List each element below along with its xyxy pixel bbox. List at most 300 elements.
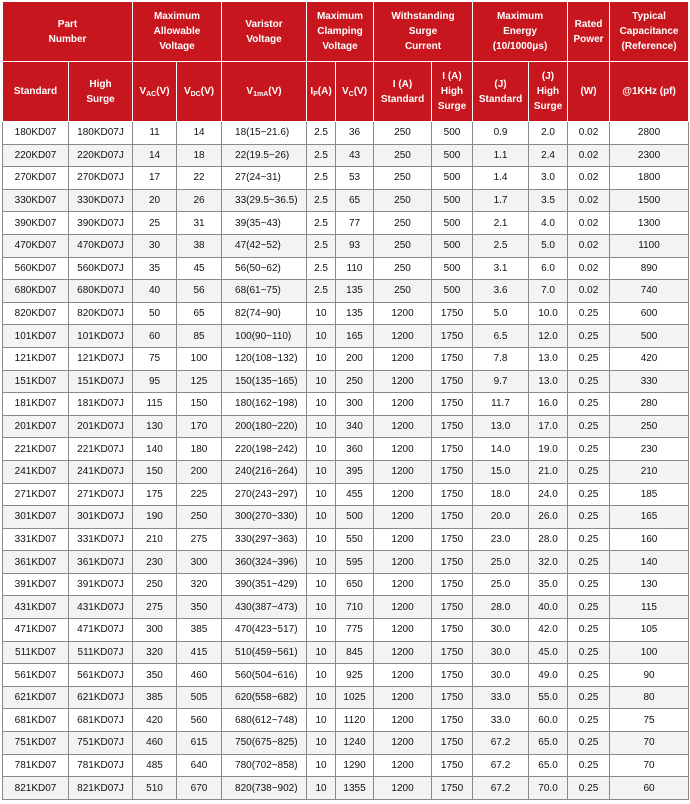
cell-ip: 10	[307, 754, 336, 777]
cell-energy-standard: 33.0	[473, 686, 529, 709]
cell-rated-power: 0.25	[568, 415, 610, 438]
cell-vdc: 150	[177, 393, 222, 416]
cell-surge-high: 1750	[432, 686, 473, 709]
cell-part-high-surge: 181KD07J	[69, 393, 133, 416]
cell-surge-high: 1750	[432, 551, 473, 574]
cell-surge-high: 1750	[432, 370, 473, 393]
table-row	[3, 212, 689, 235]
cell-surge-high: 500	[432, 212, 473, 235]
cell-part-high-surge: 821KD07J	[69, 777, 133, 800]
cell-varistor-voltage: 510(459~561)	[222, 641, 307, 664]
table-row	[3, 302, 689, 325]
cell-surge-high: 1750	[432, 460, 473, 483]
cell-ip: 10	[307, 732, 336, 755]
cell-part-standard: 471KD07	[3, 619, 69, 642]
cell-rated-power: 0.25	[568, 325, 610, 348]
cell-energy-standard: 67.2	[473, 777, 529, 800]
cell-vc: 710	[336, 596, 374, 619]
cell-surge-high: 500	[432, 167, 473, 190]
cell-varistor-voltage: 360(324~396)	[222, 551, 307, 574]
cell-energy-standard: 2.1	[473, 212, 529, 235]
cell-vc: 1355	[336, 777, 374, 800]
header-row-units	[3, 62, 689, 122]
cell-capacitance: 90	[610, 664, 689, 687]
cell-capacitance: 115	[610, 596, 689, 619]
cell-surge-high: 1750	[432, 596, 473, 619]
cell-rated-power: 0.25	[568, 641, 610, 664]
cell-energy-standard: 33.0	[473, 709, 529, 732]
header-max-clamping-voltage: Maximum Clamping Voltage	[307, 2, 374, 62]
table-row	[3, 754, 689, 777]
cell-part-high-surge: 681KD07J	[69, 709, 133, 732]
cell-part-standard: 431KD07	[3, 596, 69, 619]
subheader-vac: $V_{AC}(V)$	[133, 62, 177, 122]
cell-rated-power: 0.25	[568, 483, 610, 506]
cell-ip: 10	[307, 641, 336, 664]
cell-vac: 275	[133, 596, 177, 619]
cell-part-high-surge: 511KD07J	[69, 641, 133, 664]
cell-capacitance: 2800	[610, 122, 689, 145]
cell-energy-standard: 14.0	[473, 438, 529, 461]
cell-surge-standard: 1200	[374, 393, 432, 416]
cell-vdc: 640	[177, 754, 222, 777]
cell-energy-standard: 30.0	[473, 664, 529, 687]
table-row	[3, 732, 689, 755]
cell-vc: 595	[336, 551, 374, 574]
table-row	[3, 709, 689, 732]
cell-rated-power: 0.02	[568, 144, 610, 167]
cell-vdc: 200	[177, 460, 222, 483]
cell-vc: 110	[336, 257, 374, 280]
cell-vac: 190	[133, 506, 177, 529]
cell-energy-standard: 67.2	[473, 732, 529, 755]
cell-surge-standard: 1200	[374, 596, 432, 619]
cell-vac: 95	[133, 370, 177, 393]
cell-part-standard: 270KD07	[3, 167, 69, 190]
cell-rated-power: 0.02	[568, 212, 610, 235]
cell-vdc: 250	[177, 506, 222, 529]
cell-varistor-voltage: 56(50~62)	[222, 257, 307, 280]
header-capacitance: Typical Capacitance (Reference)	[610, 2, 689, 62]
cell-varistor-voltage: 390(351~429)	[222, 573, 307, 596]
cell-vac: 60	[133, 325, 177, 348]
cell-varistor-voltage: 150(135~165)	[222, 370, 307, 393]
cell-surge-standard: 1200	[374, 686, 432, 709]
cell-vc: 650	[336, 573, 374, 596]
cell-vc: 340	[336, 415, 374, 438]
cell-vdc: 560	[177, 709, 222, 732]
cell-rated-power: 0.25	[568, 777, 610, 800]
subheader-capacitance-unit: @1KHz (pf)	[610, 62, 689, 122]
cell-vdc: 100	[177, 347, 222, 370]
cell-part-high-surge: 390KD07J	[69, 212, 133, 235]
cell-vac: 50	[133, 302, 177, 325]
cell-ip: 10	[307, 528, 336, 551]
cell-part-standard: 621KD07	[3, 686, 69, 709]
cell-part-high-surge: 331KD07J	[69, 528, 133, 551]
header-rated-power: Rated Power	[568, 2, 610, 62]
cell-rated-power: 0.25	[568, 573, 610, 596]
cell-capacitance: 185	[610, 483, 689, 506]
cell-energy-standard: 18.0	[473, 483, 529, 506]
cell-rated-power: 0.25	[568, 438, 610, 461]
cell-part-standard: 680KD07	[3, 280, 69, 303]
cell-part-high-surge: 330KD07J	[69, 189, 133, 212]
cell-part-high-surge: 301KD07J	[69, 506, 133, 529]
cell-varistor-voltage: 470(423~517)	[222, 619, 307, 642]
cell-surge-standard: 1200	[374, 302, 432, 325]
cell-surge-high: 1750	[432, 573, 473, 596]
subheader-high-surge: High Surge	[69, 62, 133, 122]
cell-vdc: 14	[177, 122, 222, 145]
cell-part-high-surge: 180KD07J	[69, 122, 133, 145]
cell-vac: 40	[133, 280, 177, 303]
table-row	[3, 641, 689, 664]
cell-surge-standard: 1200	[374, 483, 432, 506]
cell-part-standard: 781KD07	[3, 754, 69, 777]
cell-surge-high: 1750	[432, 777, 473, 800]
cell-varistor-voltage: 780(702~858)	[222, 754, 307, 777]
cell-rated-power: 0.25	[568, 754, 610, 777]
cell-part-high-surge: 561KD07J	[69, 664, 133, 687]
cell-rated-power: 0.02	[568, 234, 610, 257]
cell-capacitance: 740	[610, 280, 689, 303]
cell-part-high-surge: 471KD07J	[69, 619, 133, 642]
header-max-energy: Maximum Energy (10/1000μs)	[473, 2, 568, 62]
cell-energy-high: 55.0	[529, 686, 568, 709]
cell-part-standard: 511KD07	[3, 641, 69, 664]
cell-varistor-voltage: 820(738~902)	[222, 777, 307, 800]
cell-energy-high: 2.0	[529, 122, 568, 145]
cell-surge-high: 1750	[432, 619, 473, 642]
cell-vac: 30	[133, 234, 177, 257]
cell-vc: 550	[336, 528, 374, 551]
cell-vdc: 415	[177, 641, 222, 664]
cell-capacitance: 130	[610, 573, 689, 596]
cell-varistor-voltage: 82(74~90)	[222, 302, 307, 325]
cell-energy-high: 40.0	[529, 596, 568, 619]
cell-varistor-voltage: 620(558~682)	[222, 686, 307, 709]
cell-energy-high: 35.0	[529, 573, 568, 596]
cell-surge-standard: 1200	[374, 506, 432, 529]
cell-vdc: 26	[177, 189, 222, 212]
table-row	[3, 167, 689, 190]
cell-ip: 10	[307, 551, 336, 574]
cell-vac: 115	[133, 393, 177, 416]
cell-ip: 10	[307, 596, 336, 619]
cell-surge-standard: 250	[374, 212, 432, 235]
cell-surge-high: 500	[432, 257, 473, 280]
table-row	[3, 777, 689, 800]
cell-vc: 77	[336, 212, 374, 235]
cell-vdc: 180	[177, 438, 222, 461]
cell-ip: 10	[307, 709, 336, 732]
cell-surge-standard: 250	[374, 280, 432, 303]
cell-varistor-voltage: 68(61~75)	[222, 280, 307, 303]
cell-vac: 300	[133, 619, 177, 642]
cell-capacitance: 1500	[610, 189, 689, 212]
cell-varistor-voltage: 100(90~110)	[222, 325, 307, 348]
cell-vc: 455	[336, 483, 374, 506]
cell-ip: 10	[307, 619, 336, 642]
cell-varistor-voltage: 22(19.5~26)	[222, 144, 307, 167]
cell-vc: 1240	[336, 732, 374, 755]
cell-vac: 510	[133, 777, 177, 800]
cell-vc: 395	[336, 460, 374, 483]
cell-energy-high: 7.0	[529, 280, 568, 303]
cell-part-standard: 820KD07	[3, 302, 69, 325]
cell-surge-high: 1750	[432, 641, 473, 664]
table-row	[3, 438, 689, 461]
cell-part-standard: 181KD07	[3, 393, 69, 416]
cell-vac: 150	[133, 460, 177, 483]
cell-energy-standard: 67.2	[473, 754, 529, 777]
cell-vc: 165	[336, 325, 374, 348]
table-row	[3, 619, 689, 642]
cell-varistor-voltage: 27(24~31)	[222, 167, 307, 190]
cell-surge-standard: 1200	[374, 664, 432, 687]
cell-vc: 135	[336, 302, 374, 325]
cell-vdc: 18	[177, 144, 222, 167]
cell-surge-standard: 1200	[374, 415, 432, 438]
cell-energy-standard: 13.0	[473, 415, 529, 438]
table-row	[3, 506, 689, 529]
cell-varistor-voltage: 120(108~132)	[222, 347, 307, 370]
cell-vc: 135	[336, 280, 374, 303]
cell-surge-high: 500	[432, 280, 473, 303]
subheader-i-high-surge: I (A) High Surge	[432, 62, 473, 122]
cell-part-standard: 180KD07	[3, 122, 69, 145]
cell-ip: 2.5	[307, 257, 336, 280]
cell-rated-power: 0.02	[568, 257, 610, 280]
cell-capacitance: 2300	[610, 144, 689, 167]
cell-surge-standard: 250	[374, 122, 432, 145]
cell-vdc: 275	[177, 528, 222, 551]
cell-capacitance: 890	[610, 257, 689, 280]
cell-energy-high: 49.0	[529, 664, 568, 687]
table-row	[3, 573, 689, 596]
cell-varistor-voltage: 750(675~825)	[222, 732, 307, 755]
cell-energy-high: 2.4	[529, 144, 568, 167]
cell-surge-standard: 1200	[374, 460, 432, 483]
cell-vdc: 65	[177, 302, 222, 325]
cell-vc: 36	[336, 122, 374, 145]
cell-energy-high: 28.0	[529, 528, 568, 551]
cell-energy-high: 5.0	[529, 234, 568, 257]
cell-part-high-surge: 151KD07J	[69, 370, 133, 393]
cell-part-standard: 361KD07	[3, 551, 69, 574]
cell-vdc: 170	[177, 415, 222, 438]
cell-energy-high: 10.0	[529, 302, 568, 325]
cell-vac: 230	[133, 551, 177, 574]
cell-surge-high: 500	[432, 234, 473, 257]
cell-rated-power: 0.25	[568, 551, 610, 574]
cell-vac: 460	[133, 732, 177, 755]
cell-varistor-voltage: 180(162~198)	[222, 393, 307, 416]
cell-surge-high: 1750	[432, 438, 473, 461]
cell-ip: 10	[307, 393, 336, 416]
cell-varistor-voltage: 680(612~748)	[222, 709, 307, 732]
cell-rated-power: 0.02	[568, 280, 610, 303]
cell-capacitance: 1100	[610, 234, 689, 257]
cell-vc: 845	[336, 641, 374, 664]
cell-energy-standard: 23.0	[473, 528, 529, 551]
cell-part-standard: 751KD07	[3, 732, 69, 755]
cell-varistor-voltage: 240(216~264)	[222, 460, 307, 483]
cell-vdc: 615	[177, 732, 222, 755]
cell-energy-high: 60.0	[529, 709, 568, 732]
cell-energy-high: 17.0	[529, 415, 568, 438]
cell-energy-standard: 15.0	[473, 460, 529, 483]
cell-ip: 10	[307, 370, 336, 393]
spec-table-body	[3, 122, 689, 800]
subheader-j-high-surge: (J) High Surge	[529, 62, 568, 122]
cell-vc: 1120	[336, 709, 374, 732]
cell-ip: 2.5	[307, 167, 336, 190]
cell-ip: 10	[307, 347, 336, 370]
cell-rated-power: 0.25	[568, 302, 610, 325]
table-row	[3, 551, 689, 574]
cell-vac: 140	[133, 438, 177, 461]
cell-ip: 2.5	[307, 212, 336, 235]
cell-varistor-voltage: 33(29.5~36.5)	[222, 189, 307, 212]
cell-surge-high: 1750	[432, 483, 473, 506]
cell-energy-high: 6.0	[529, 257, 568, 280]
cell-energy-high: 3.5	[529, 189, 568, 212]
table-row	[3, 483, 689, 506]
cell-surge-standard: 1200	[374, 777, 432, 800]
cell-varistor-voltage: 300(270~330)	[222, 506, 307, 529]
cell-surge-high: 1750	[432, 302, 473, 325]
cell-vac: 20	[133, 189, 177, 212]
cell-ip: 10	[307, 573, 336, 596]
cell-vc: 300	[336, 393, 374, 416]
cell-energy-standard: 20.0	[473, 506, 529, 529]
cell-capacitance: 160	[610, 528, 689, 551]
cell-vac: 420	[133, 709, 177, 732]
cell-part-standard: 121KD07	[3, 347, 69, 370]
cell-vc: 200	[336, 347, 374, 370]
cell-part-high-surge: 470KD07J	[69, 234, 133, 257]
cell-energy-high: 26.0	[529, 506, 568, 529]
cell-part-standard: 241KD07	[3, 460, 69, 483]
cell-ip: 2.5	[307, 234, 336, 257]
cell-rated-power: 0.25	[568, 393, 610, 416]
cell-rated-power: 0.02	[568, 189, 610, 212]
cell-ip: 10	[307, 777, 336, 800]
cell-surge-high: 1750	[432, 754, 473, 777]
cell-surge-standard: 1200	[374, 325, 432, 348]
cell-energy-standard: 7.8	[473, 347, 529, 370]
cell-part-standard: 561KD07	[3, 664, 69, 687]
cell-capacitance: 100	[610, 641, 689, 664]
cell-capacitance: 230	[610, 438, 689, 461]
table-row	[3, 686, 689, 709]
table-row	[3, 122, 689, 145]
cell-surge-high: 1750	[432, 325, 473, 348]
cell-varistor-voltage: 18(15~21.6)	[222, 122, 307, 145]
cell-surge-standard: 1200	[374, 619, 432, 642]
header-surge-current: Withstanding Surge Current	[374, 2, 473, 62]
cell-rated-power: 0.25	[568, 709, 610, 732]
cell-surge-standard: 1200	[374, 641, 432, 664]
cell-rated-power: 0.25	[568, 528, 610, 551]
cell-surge-standard: 1200	[374, 709, 432, 732]
cell-surge-high: 500	[432, 144, 473, 167]
cell-energy-standard: 1.7	[473, 189, 529, 212]
cell-vac: 175	[133, 483, 177, 506]
subheader-j-standard: (J) Standard	[473, 62, 529, 122]
cell-rated-power: 0.25	[568, 460, 610, 483]
cell-vdc: 320	[177, 573, 222, 596]
cell-energy-standard: 1.1	[473, 144, 529, 167]
cell-vdc: 670	[177, 777, 222, 800]
cell-energy-high: 45.0	[529, 641, 568, 664]
cell-ip: 10	[307, 460, 336, 483]
cell-surge-high: 1750	[432, 528, 473, 551]
cell-surge-high: 1750	[432, 415, 473, 438]
header-part-number: Part Number	[3, 2, 133, 62]
cell-part-high-surge: 621KD07J	[69, 686, 133, 709]
cell-varistor-voltage: 430(387~473)	[222, 596, 307, 619]
varistor-spec-table	[2, 1, 689, 800]
cell-surge-standard: 1200	[374, 370, 432, 393]
cell-surge-standard: 1200	[374, 528, 432, 551]
cell-part-standard: 220KD07	[3, 144, 69, 167]
cell-capacitance: 1800	[610, 167, 689, 190]
cell-energy-high: 16.0	[529, 393, 568, 416]
table-row	[3, 325, 689, 348]
cell-vc: 250	[336, 370, 374, 393]
cell-surge-standard: 250	[374, 167, 432, 190]
cell-varistor-voltage: 47(42~52)	[222, 234, 307, 257]
cell-vac: 11	[133, 122, 177, 145]
table-row	[3, 393, 689, 416]
cell-rated-power: 0.25	[568, 619, 610, 642]
cell-capacitance: 210	[610, 460, 689, 483]
header-row-groups	[3, 2, 689, 62]
cell-surge-standard: 250	[374, 234, 432, 257]
cell-vdc: 125	[177, 370, 222, 393]
cell-part-high-surge: 781KD07J	[69, 754, 133, 777]
cell-vc: 1290	[336, 754, 374, 777]
cell-vac: 250	[133, 573, 177, 596]
cell-energy-standard: 28.0	[473, 596, 529, 619]
cell-ip: 10	[307, 438, 336, 461]
cell-ip: 10	[307, 415, 336, 438]
cell-energy-high: 24.0	[529, 483, 568, 506]
cell-vdc: 45	[177, 257, 222, 280]
cell-vdc: 56	[177, 280, 222, 303]
cell-part-high-surge: 221KD07J	[69, 438, 133, 461]
cell-ip: 2.5	[307, 280, 336, 303]
cell-surge-standard: 1200	[374, 732, 432, 755]
cell-part-high-surge: 391KD07J	[69, 573, 133, 596]
cell-varistor-voltage: 39(35~43)	[222, 212, 307, 235]
cell-surge-high: 1750	[432, 506, 473, 529]
cell-vac: 130	[133, 415, 177, 438]
cell-capacitance: 280	[610, 393, 689, 416]
cell-part-high-surge: 270KD07J	[69, 167, 133, 190]
cell-vac: 14	[133, 144, 177, 167]
cell-rated-power: 0.25	[568, 347, 610, 370]
cell-ip: 2.5	[307, 122, 336, 145]
cell-energy-high: 12.0	[529, 325, 568, 348]
cell-vc: 93	[336, 234, 374, 257]
cell-vc: 775	[336, 619, 374, 642]
cell-vdc: 85	[177, 325, 222, 348]
cell-rated-power: 0.25	[568, 686, 610, 709]
